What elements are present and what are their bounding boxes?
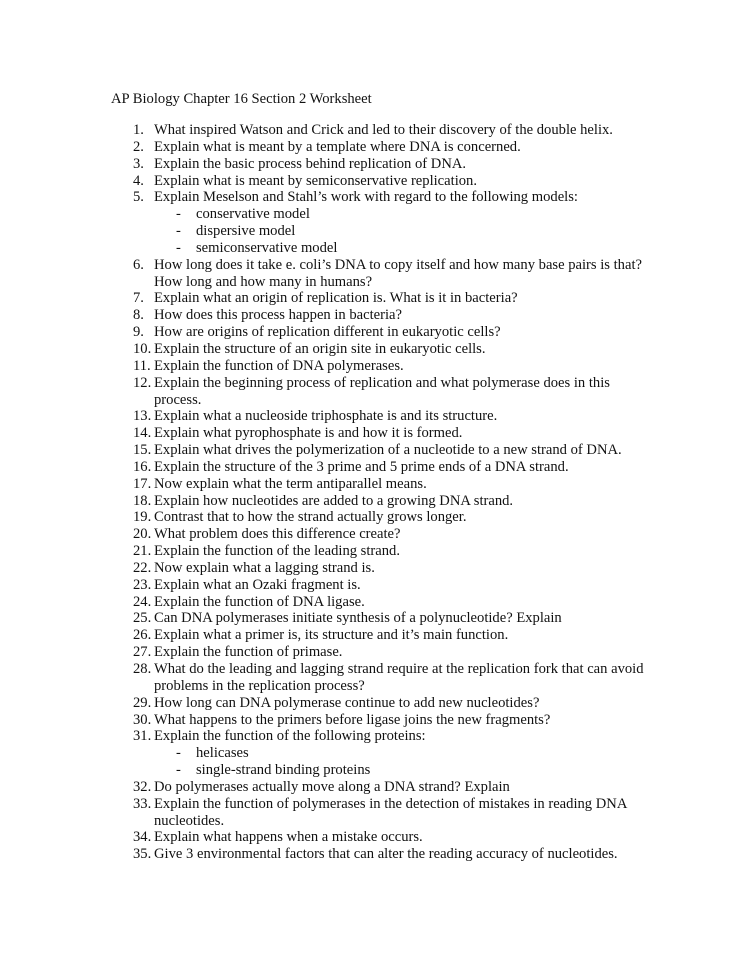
question-number: 11. bbox=[133, 357, 151, 374]
sub-item-text: single-strand binding proteins bbox=[196, 762, 371, 779]
question-text: Explain how nucleotides are added to a growing DNA strand. bbox=[154, 492, 514, 509]
question-number: 1. bbox=[133, 122, 144, 138]
question-item bbox=[133, 627, 653, 644]
question-text: Explain what is meant by semiconservative replication. bbox=[154, 172, 477, 189]
question-text: Explain the structure of the 3 prime and 5 prime ends of a DNA strand. bbox=[154, 458, 569, 475]
sub-item-text: helicases bbox=[196, 745, 249, 762]
question-text: Contrast that to how the strand actually grows longer. bbox=[154, 509, 467, 526]
question-number: 4. bbox=[133, 172, 144, 189]
question-text: What happens to the primers before ligase joins the new fragments? bbox=[154, 711, 551, 728]
question-text: How does this process happen in bacteria? bbox=[154, 307, 403, 324]
question-number: 6. bbox=[133, 256, 144, 273]
question-item bbox=[133, 560, 653, 577]
sub-item-text: semiconservative model bbox=[196, 239, 338, 256]
question-number: 3. bbox=[133, 155, 144, 172]
question-item bbox=[133, 459, 653, 476]
question-item bbox=[133, 695, 653, 712]
question-item bbox=[133, 442, 653, 459]
question-number: 30. bbox=[133, 711, 152, 728]
question-number: 23. bbox=[133, 576, 152, 593]
question-text: Explain what an Ozaki fragment is. bbox=[154, 576, 361, 593]
question-text: Explain what drives the polymerization of a nucleotide to a new strand of DNA. bbox=[154, 442, 622, 459]
question-number: 22. bbox=[133, 559, 152, 576]
question-number: 15. bbox=[133, 442, 152, 459]
question-text: Now explain what the term antiparallel means. bbox=[154, 475, 427, 492]
question-number: 18. bbox=[133, 492, 152, 509]
question-text: Give 3 environmental factors that can alter the reading accuracy of nucleotides. bbox=[154, 846, 618, 863]
question-item bbox=[133, 661, 653, 695]
question-text: Explain what happens when a mistake occurs. bbox=[154, 829, 423, 846]
question-number: 35. bbox=[133, 846, 152, 863]
question-text: How long does it take e. coli’s DNA to copy itself and how many base pairs is that? How long and how many in humans? bbox=[154, 256, 642, 290]
question-text: Explain the function of primase. bbox=[154, 644, 343, 661]
question-number: 12. bbox=[133, 374, 152, 391]
dash-bullet: - bbox=[176, 239, 181, 256]
question-number: 8. bbox=[133, 307, 144, 324]
sub-item bbox=[133, 745, 653, 762]
question-item bbox=[133, 476, 653, 493]
dash-bullet: - bbox=[176, 206, 181, 223]
question-number: 27. bbox=[133, 644, 152, 661]
question-item bbox=[133, 644, 653, 661]
question-text: Can DNA polymerases initiate synthesis of a polynucleotide? Explain bbox=[154, 610, 562, 627]
question-item bbox=[133, 796, 653, 830]
sub-item-text: conservative model bbox=[196, 206, 310, 223]
question-item bbox=[133, 189, 653, 206]
question-text: Explain what pyrophosphate is and how it is formed. bbox=[154, 425, 463, 442]
question-item bbox=[133, 829, 653, 846]
question-item bbox=[133, 577, 653, 594]
question-text: Explain what an origin of replication is. What is it in bacteria? bbox=[154, 290, 518, 307]
question-text: Explain the function of the following proteins: bbox=[154, 728, 426, 745]
question-number: 9. bbox=[133, 324, 144, 341]
question-text: How are origins of replication different in eukaryotic cells? bbox=[154, 324, 501, 341]
question-text: Explain Meselson and Stahl’s work with regard to the following models: bbox=[154, 189, 578, 206]
question-item bbox=[133, 728, 653, 745]
question-item bbox=[133, 324, 653, 341]
dash-bullet: - bbox=[176, 745, 181, 762]
question-number: 33. bbox=[133, 795, 152, 812]
question-item bbox=[133, 408, 653, 425]
dash-bullet: - bbox=[176, 223, 181, 240]
question-number: 21. bbox=[133, 543, 152, 560]
question-text: Explain the function of DNA ligase. bbox=[154, 593, 365, 610]
question-list bbox=[133, 122, 653, 863]
question-number: 5. bbox=[133, 189, 144, 206]
question-item bbox=[133, 846, 653, 863]
question-item bbox=[133, 173, 653, 190]
sub-item-text: dispersive model bbox=[196, 223, 296, 240]
question-number: 24. bbox=[133, 593, 152, 610]
question-item bbox=[133, 122, 653, 139]
question-number: 31. bbox=[133, 728, 152, 745]
question-text: Do polymerases actually move along a DNA strand? Explain bbox=[154, 778, 510, 795]
question-item bbox=[133, 509, 653, 526]
question-item bbox=[133, 307, 653, 324]
question-number: 2. bbox=[133, 138, 144, 155]
question-number: 19. bbox=[133, 509, 152, 526]
question-item bbox=[133, 257, 653, 291]
question-number: 28. bbox=[133, 661, 152, 677]
question-item bbox=[133, 341, 653, 358]
question-item bbox=[133, 156, 653, 173]
question-number: 10. bbox=[133, 340, 152, 357]
document-title: AP Biology Chapter 16 Section 2 Worksheet bbox=[111, 91, 372, 107]
question-text: Explain the basic process behind replication of DNA. bbox=[154, 155, 467, 172]
question-number: 17. bbox=[133, 475, 152, 492]
question-number: 29. bbox=[133, 694, 152, 711]
question-text: Explain what a primer is, its structure and it’s main function. bbox=[154, 627, 509, 644]
question-text: Explain the beginning process of replication and what polymerase does in this process. bbox=[154, 374, 610, 408]
question-text: What do the leading and lagging strand require at the replication fork that can avoid problems in the replication process? bbox=[154, 661, 644, 694]
question-item bbox=[133, 358, 653, 375]
question-number: 26. bbox=[133, 627, 152, 644]
question-item bbox=[133, 526, 653, 543]
question-item bbox=[133, 610, 653, 627]
question-text: Explain the function of DNA polymerases. bbox=[154, 357, 404, 374]
question-text: Explain the function of polymerases in the detection of mistakes in reading DNA nucleotides. bbox=[154, 795, 627, 829]
sub-item bbox=[133, 206, 653, 223]
question-number: 20. bbox=[133, 526, 152, 543]
question-text: Explain what is meant by a template where DNA is concerned. bbox=[154, 138, 521, 155]
question-item bbox=[133, 543, 653, 560]
question-item bbox=[133, 712, 653, 729]
question-number: 14. bbox=[133, 425, 152, 442]
question-item bbox=[133, 779, 653, 796]
question-item bbox=[133, 375, 653, 409]
question-number: 16. bbox=[133, 458, 152, 475]
question-item bbox=[133, 594, 653, 611]
dash-bullet: - bbox=[176, 762, 181, 779]
sub-item bbox=[133, 240, 653, 257]
question-text: Now explain what a lagging strand is. bbox=[154, 559, 375, 576]
question-number: 7. bbox=[133, 290, 144, 307]
question-item bbox=[133, 139, 653, 156]
question-text: Explain what a nucleoside triphosphate is and its structure. bbox=[154, 408, 498, 425]
question-item bbox=[133, 290, 653, 307]
question-item bbox=[133, 493, 653, 510]
question-number: 34. bbox=[133, 829, 152, 846]
sub-item bbox=[133, 762, 653, 779]
question-number: 25. bbox=[133, 610, 152, 627]
question-text: What inspired Watson and Crick and led to their discovery of the double helix. bbox=[154, 122, 613, 138]
question-text: How long can DNA polymerase continue to add new nucleotides? bbox=[154, 694, 540, 711]
sub-item bbox=[133, 223, 653, 240]
question-text: Explain the structure of an origin site in eukaryotic cells. bbox=[154, 340, 486, 357]
question-text: What problem does this difference create? bbox=[154, 526, 401, 543]
question-number: 13. bbox=[133, 408, 152, 425]
question-text: Explain the function of the leading strand. bbox=[154, 543, 400, 560]
question-item bbox=[133, 425, 653, 442]
question-number: 32. bbox=[133, 778, 152, 795]
